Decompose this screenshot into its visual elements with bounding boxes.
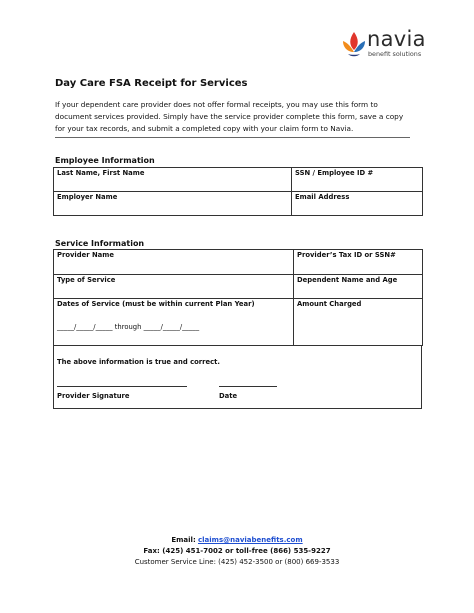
amount-charged-label: Amount Charged <box>297 300 362 308</box>
divider <box>55 137 410 138</box>
date-range-blanks[interactable]: _____/_____/_____ through _____/_____/_____ <box>57 323 200 331</box>
type-of-service-label: Type of Service <box>57 276 116 284</box>
provider-signature-label: Provider Signature <box>57 392 130 400</box>
last-first-name-field[interactable] <box>54 168 292 192</box>
provider-signature-line[interactable] <box>57 386 187 387</box>
navia-flame-icon <box>340 30 368 60</box>
provider-name-field[interactable] <box>54 250 294 275</box>
dependent-name-age-field[interactable] <box>294 275 423 299</box>
email-address-field[interactable] <box>292 192 423 216</box>
provider-tax-id-label: Provider’s Tax ID or SSN# <box>297 251 396 259</box>
date-label: Date <box>219 392 238 400</box>
footer-customer-service: Customer Service Line: (425) 452-3500 or (800) 669-3533 <box>134 558 340 566</box>
navia-logo <box>340 27 450 66</box>
dependent-name-age-label: Dependent Name and Age <box>297 276 398 284</box>
employer-name-label: Employer Name <box>57 193 118 201</box>
type-of-service-field[interactable] <box>54 275 294 299</box>
intro-paragraph: If your dependent care provider does not offer formal receipts, you may use this form to document services provided. Simply have the service provider complete this form, save a copy for your tax records, and submit a completed copy with your claim form to Navia. <box>55 100 404 134</box>
service-section-title: Service Information <box>55 239 145 248</box>
last-first-name-label: Last Name, First Name <box>57 169 145 177</box>
footer-fax: Fax: (425) 451-7002 or toll-free (866) 535-9227 <box>143 547 331 555</box>
provider-name-label: Provider Name <box>57 251 114 259</box>
dates-of-service-field[interactable] <box>54 299 294 346</box>
provider-tax-id-field[interactable] <box>294 250 423 275</box>
logo-tagline: benefit solutions <box>368 50 422 58</box>
ssn-label: SSN / Employee ID # <box>295 169 374 177</box>
attestation-box <box>53 345 422 409</box>
dates-of-service-label: Dates of Service (must be within current Plan Year) <box>57 300 255 308</box>
employer-name-field[interactable] <box>54 192 292 216</box>
employee-section-title: Employee Information <box>55 156 155 165</box>
date-signature-line[interactable] <box>219 386 277 387</box>
footer-email-label: Email: <box>171 536 196 544</box>
ssn-field[interactable] <box>292 168 423 192</box>
footer-email-line <box>0 536 474 544</box>
employee-info-table <box>53 167 423 216</box>
attestation-statement: The above information is true and correct. <box>57 358 220 366</box>
form-title: Day Care FSA Receipt for Services <box>55 78 248 89</box>
email-address-label: Email Address <box>295 193 350 201</box>
amount-charged-field[interactable] <box>294 299 423 346</box>
footer-email-link[interactable]: claims@naviabenefits.com <box>198 536 303 544</box>
service-info-table <box>53 249 423 346</box>
logo-wordmark: navia <box>367 27 426 51</box>
